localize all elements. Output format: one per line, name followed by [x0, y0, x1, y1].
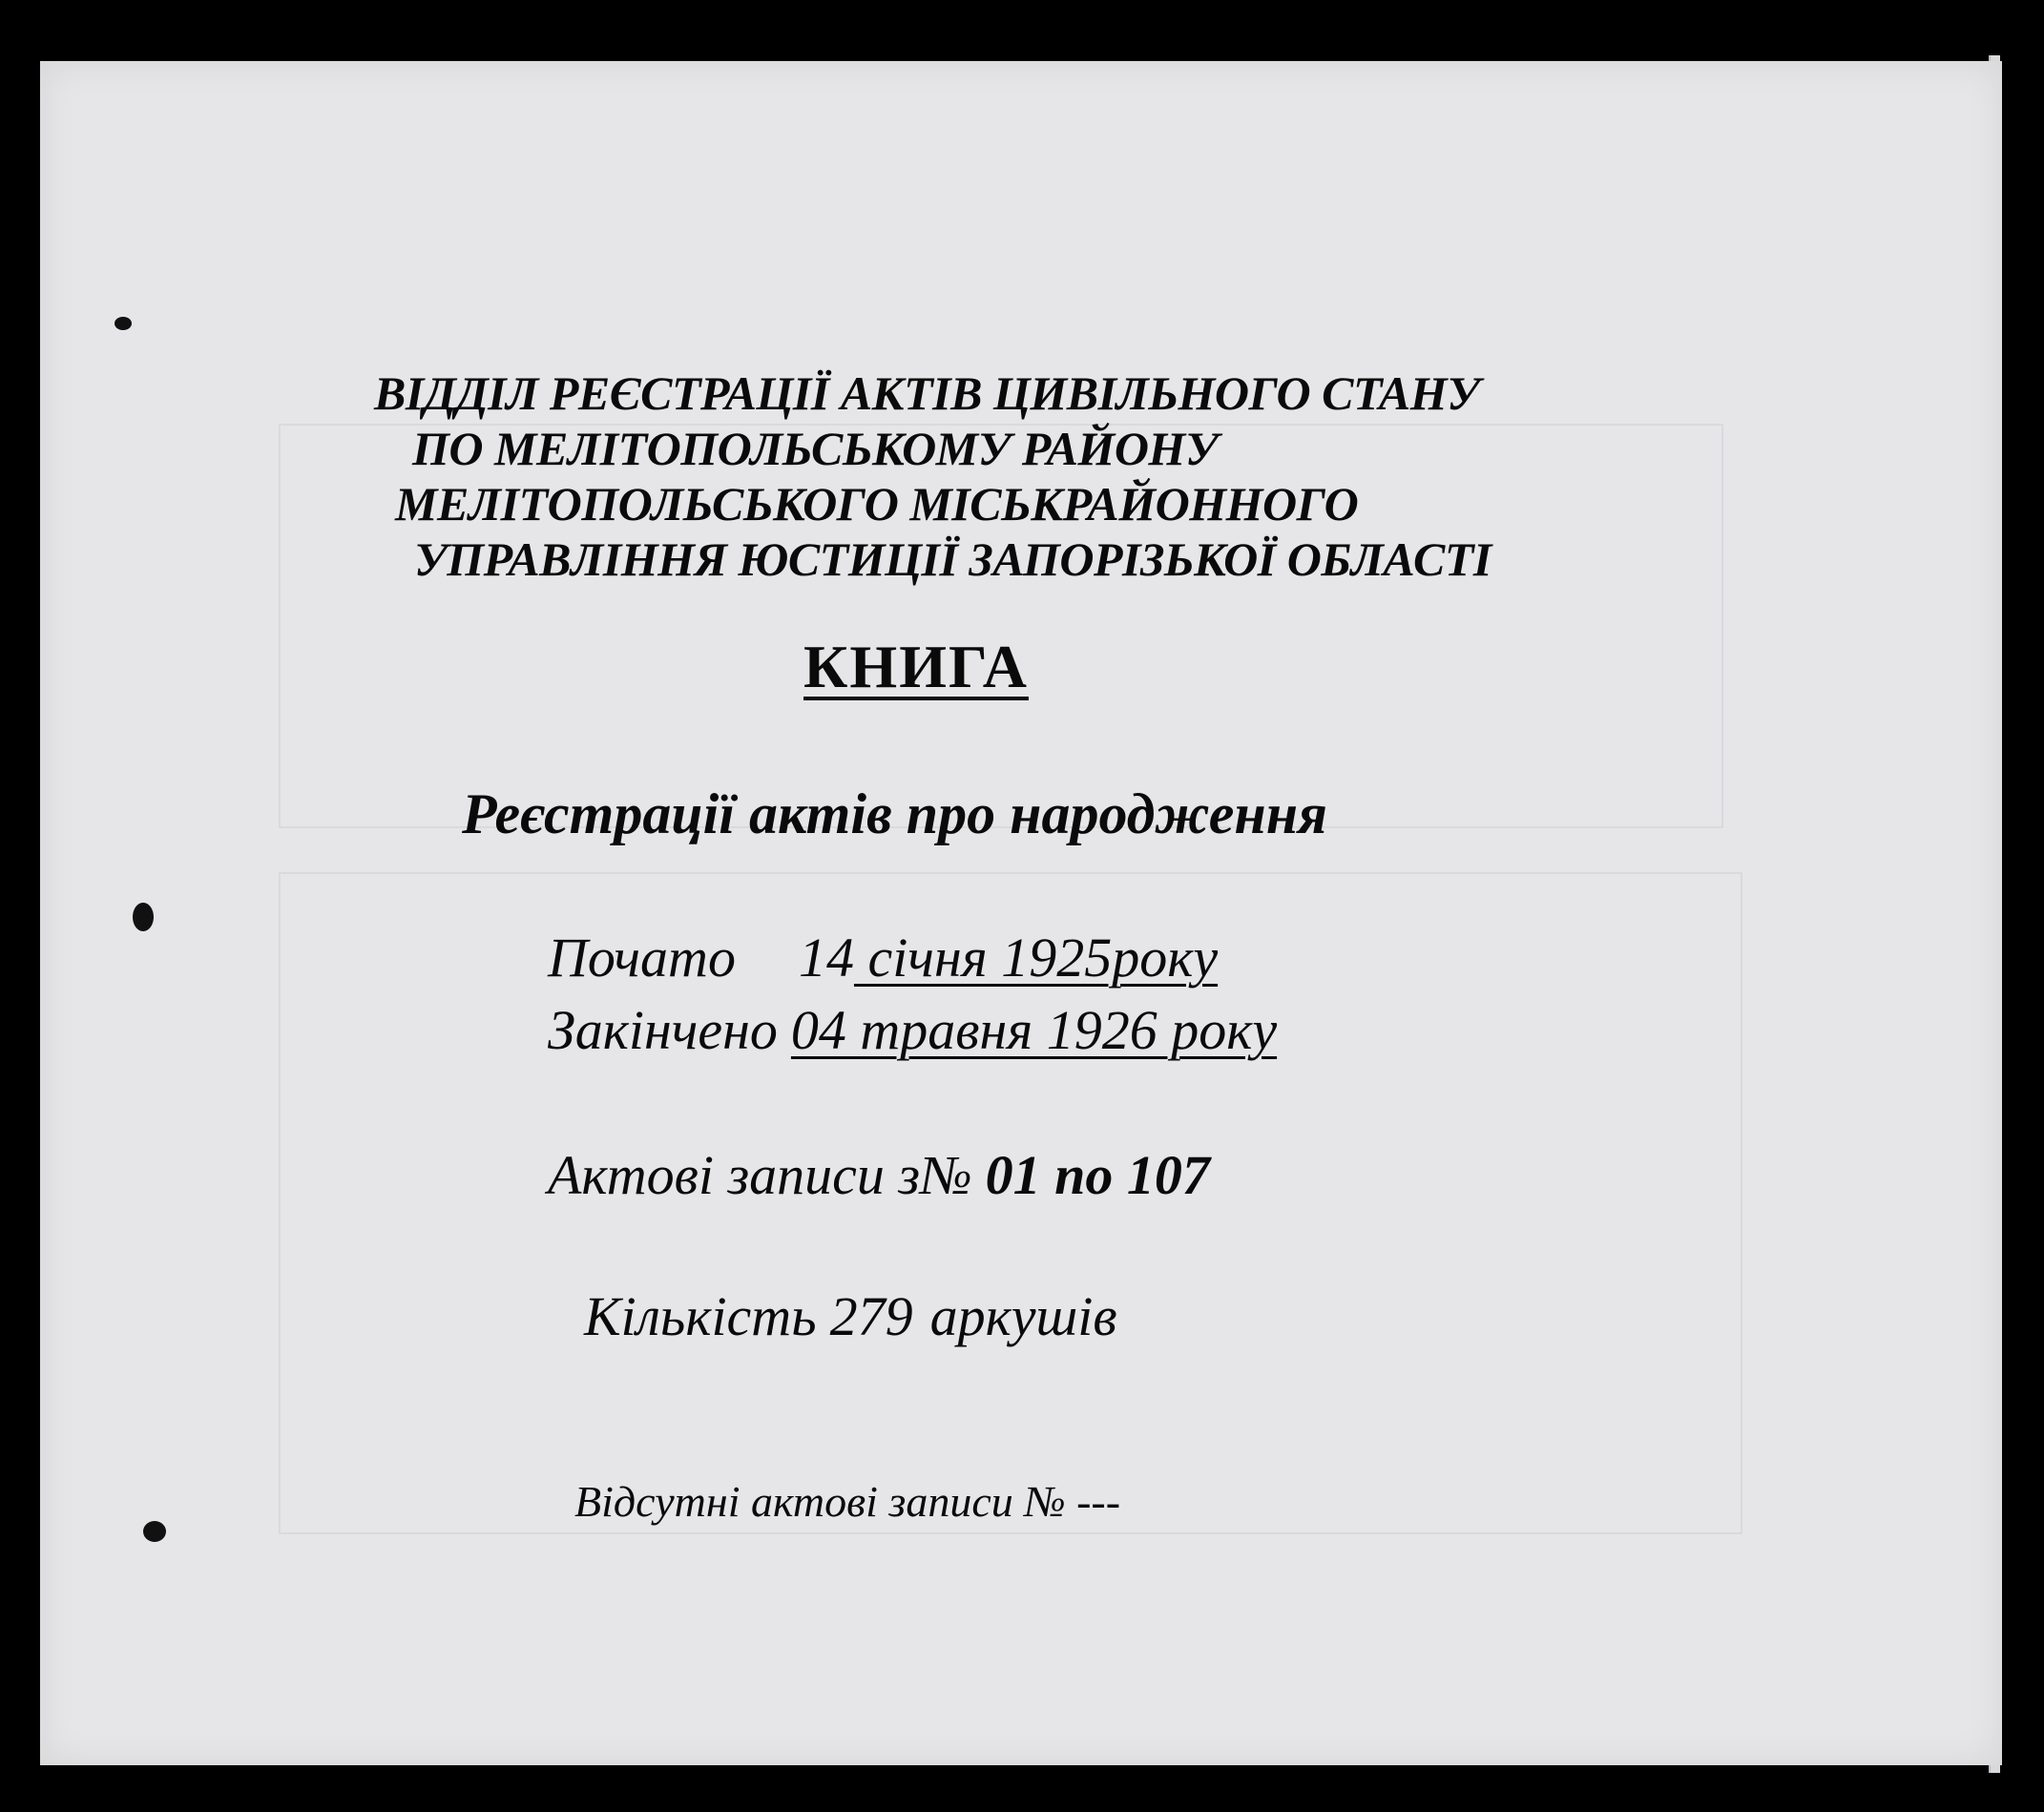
- header-line-3: МЕЛІТОПОЛЬСЬКОГО МІСЬКРАЙОННОГО: [395, 477, 1359, 531]
- started-date: січня 1925року: [853, 927, 1219, 989]
- records-label: Актові записи з№: [548, 1144, 972, 1206]
- document-page: [40, 61, 2002, 1765]
- sheets-line: [584, 1286, 1117, 1347]
- binding-hole: [115, 317, 132, 330]
- header-line-2: ПО МЕЛІТОПОЛЬСЬКОМУ РАЙОНУ: [412, 422, 1219, 475]
- binding-hole: [143, 1521, 166, 1542]
- book-title: КНИГА: [803, 633, 1029, 700]
- started-day: 14: [798, 927, 854, 989]
- binding-hole: [133, 903, 154, 931]
- header-line-1: ВІДДІЛ РЕЄСТРАЦІЇ АКТІВ ЦИВІЛЬНОГО СТАНУ: [374, 366, 1480, 420]
- sheets-unit: аркушів: [929, 1285, 1117, 1347]
- started-line: [548, 927, 1218, 989]
- sheets-label: Кількість: [584, 1285, 817, 1347]
- missing-records: Відсутні актові записи № ---: [574, 1477, 1121, 1526]
- records-line: [548, 1145, 1210, 1206]
- sheets-count: 279: [829, 1285, 913, 1347]
- started-label: Почато: [548, 927, 736, 989]
- records-range: 01 по 107: [985, 1144, 1210, 1206]
- finished-label: Закінчено: [548, 999, 778, 1061]
- header-line-4: УПРАВЛІННЯ ЮСТИЦІЇ ЗАПОРІЗЬКОЇ ОБЛАСТІ: [414, 532, 1491, 586]
- finished-date: 04 травня 1926 року: [790, 999, 1278, 1061]
- book-subtitle: Реєстрації актів про народження: [462, 782, 1327, 845]
- finished-line: [548, 1000, 1277, 1061]
